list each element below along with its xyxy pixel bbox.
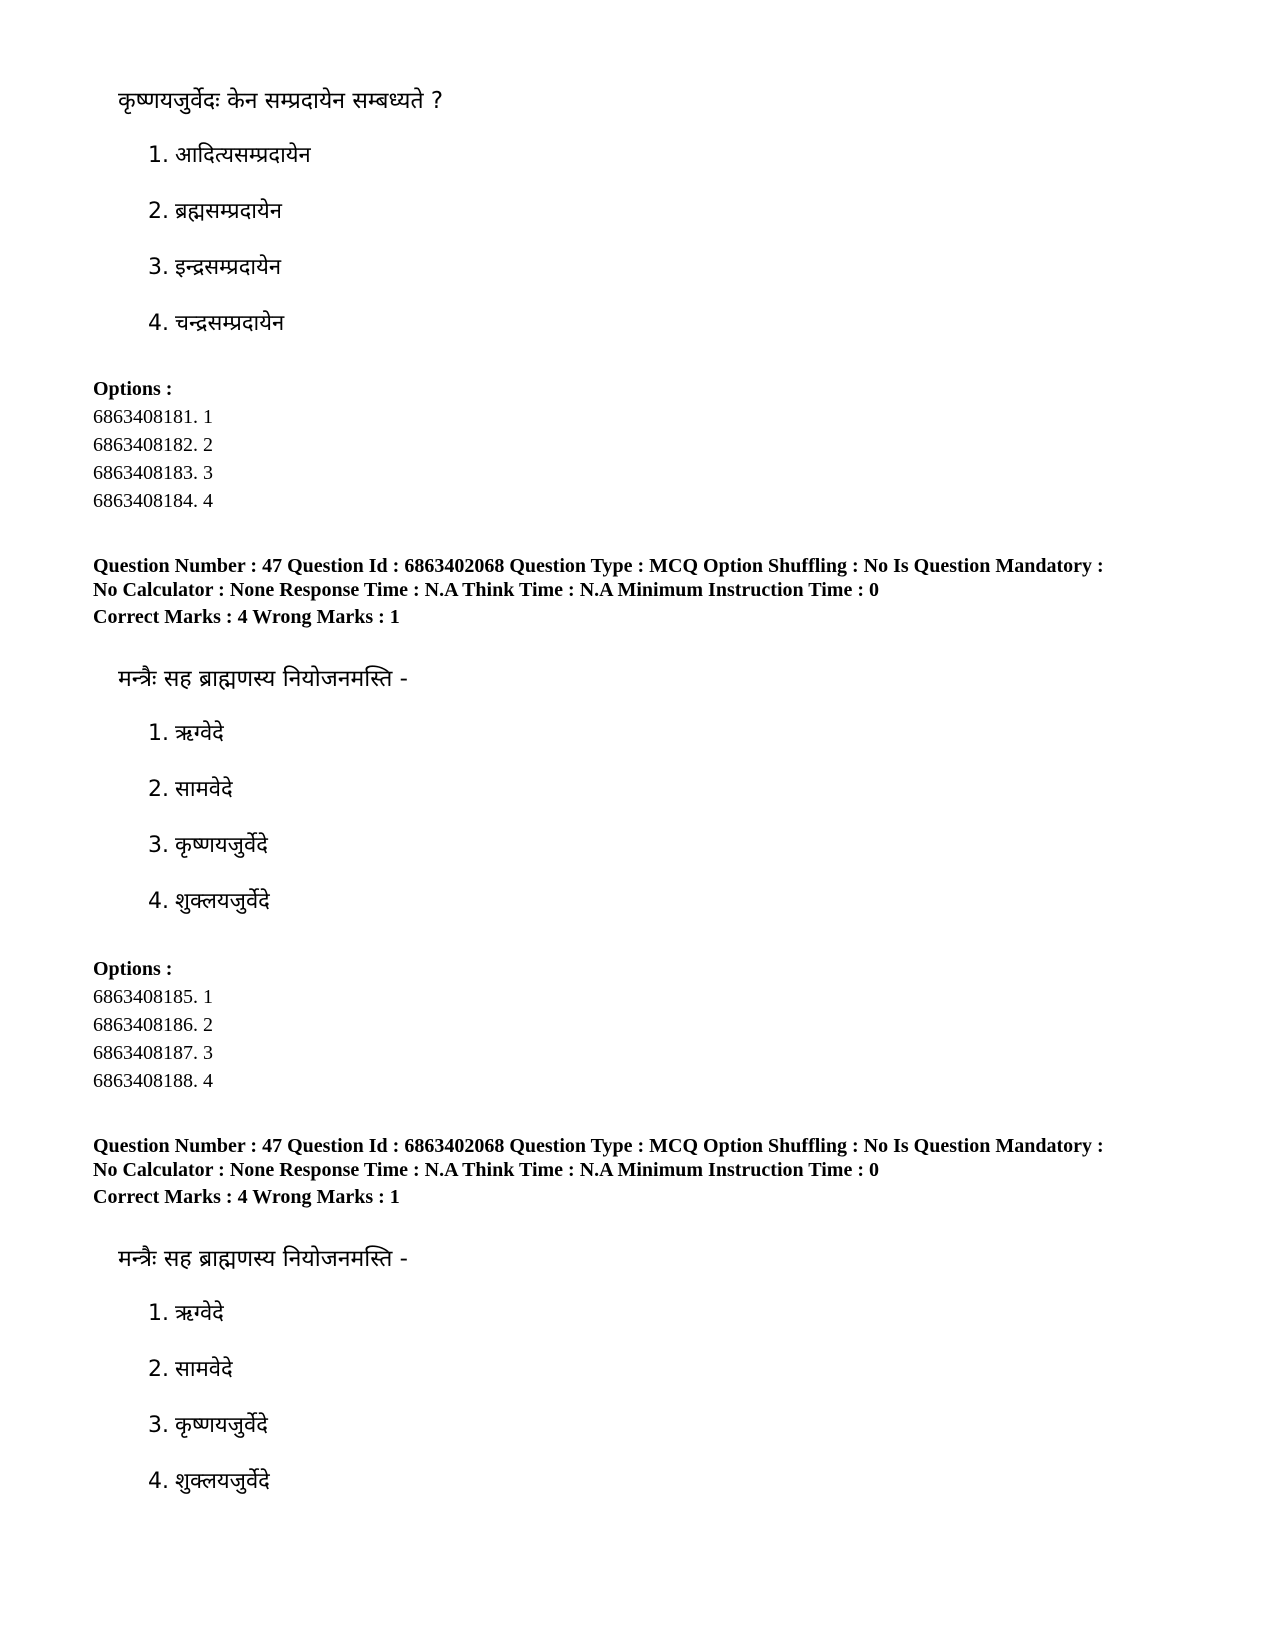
choice-text: कृष्णयजुर्वेदे xyxy=(175,1413,268,1438)
choice-text: ऋग्वेदे xyxy=(175,721,224,746)
question-metadata xyxy=(93,554,1213,602)
choice-number: 3. xyxy=(148,255,169,280)
choice-text: सामवेदे xyxy=(175,777,233,802)
answer-choice xyxy=(148,719,224,749)
choice-number: 2. xyxy=(148,1357,169,1382)
answer-choice xyxy=(148,1411,268,1441)
question-text: कृष्णयजुर्वेदः केन सम्प्रदायेन सम्बध्यते ? xyxy=(118,88,444,114)
choice-text: ब्रह्मसम्प्रदायेन xyxy=(175,199,282,224)
answer-choice xyxy=(148,1355,233,1385)
choice-number: 4. xyxy=(148,1469,169,1494)
option-id-line: 6863408181. 1 xyxy=(93,406,213,428)
choice-text: ऋग्वेदे xyxy=(175,1301,224,1326)
choice-text: कृष्णयजुर्वेदे xyxy=(175,833,268,858)
options-label: Options : xyxy=(93,378,173,400)
answer-choice xyxy=(148,1299,224,1329)
marks-line: Correct Marks : 4 Wrong Marks : 1 xyxy=(93,606,400,628)
marks-line: Correct Marks : 4 Wrong Marks : 1 xyxy=(93,1186,400,1208)
option-id-line: 6863408188. 4 xyxy=(93,1070,213,1092)
metadata-line: No Calculator : None Response Time : N.A Think Time : N.A Minimum Instruction Time : 0 xyxy=(93,579,879,601)
answer-choice xyxy=(148,1467,270,1497)
metadata-line: No Calculator : None Response Time : N.A Think Time : N.A Minimum Instruction Time : 0 xyxy=(93,1159,879,1181)
question-text: मन्त्रैः सह ब्राह्मणस्य नियोजनमस्ति - xyxy=(118,666,408,692)
choice-text: शुक्लयजुर्वेदे xyxy=(175,1469,270,1494)
choice-number: 2. xyxy=(148,777,169,802)
option-id-line: 6863408183. 3 xyxy=(93,462,213,484)
answer-choice xyxy=(148,197,282,227)
metadata-line: Question Number : 47 Question Id : 6863402068 Question Type : MCQ Option Shuffling : No Is Question Mandatory : xyxy=(93,555,1104,577)
question-metadata xyxy=(93,1134,1213,1182)
choice-text: इन्द्रसम्प्रदायेन xyxy=(175,255,282,280)
option-id-line: 6863408186. 2 xyxy=(93,1014,213,1036)
option-id-line: 6863408187. 3 xyxy=(93,1042,213,1064)
answer-choice xyxy=(148,831,268,861)
option-id-line: 6863408182. 2 xyxy=(93,434,213,456)
choice-number: 2. xyxy=(148,199,169,224)
choice-number: 1. xyxy=(148,143,169,168)
answer-choice xyxy=(148,141,311,171)
answer-choice xyxy=(148,775,233,805)
choice-number: 1. xyxy=(148,721,169,746)
choice-text: सामवेदे xyxy=(175,1357,233,1382)
answer-choice xyxy=(148,309,284,339)
choice-text: आदित्यसम्प्रदायेन xyxy=(175,143,311,168)
choice-text: चन्द्रसम्प्रदायेन xyxy=(175,311,285,336)
answer-choice xyxy=(148,887,270,917)
answer-choice xyxy=(148,253,281,283)
option-id-line: 6863408184. 4 xyxy=(93,490,213,512)
choice-number: 3. xyxy=(148,833,169,858)
option-id-line: 6863408185. 1 xyxy=(93,986,213,1008)
choice-number: 1. xyxy=(148,1301,169,1326)
choice-text: शुक्लयजुर्वेदे xyxy=(175,889,270,914)
choice-number: 4. xyxy=(148,311,169,336)
metadata-line: Question Number : 47 Question Id : 6863402068 Question Type : MCQ Option Shuffling : No Is Question Mandatory : xyxy=(93,1135,1104,1157)
question-text: मन्त्रैः सह ब्राह्मणस्य नियोजनमस्ति - xyxy=(118,1246,408,1272)
options-label: Options : xyxy=(93,958,173,980)
choice-number: 3. xyxy=(148,1413,169,1438)
choice-number: 4. xyxy=(148,889,169,914)
